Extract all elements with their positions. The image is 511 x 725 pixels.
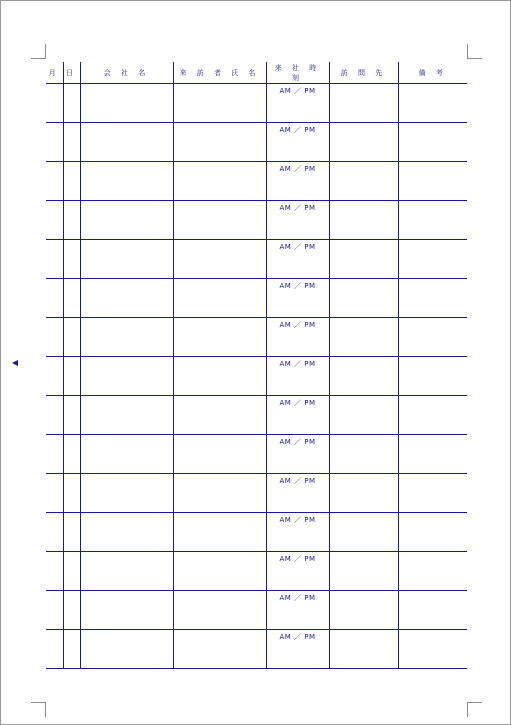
table-row	[46, 123, 467, 162]
remarks-cell	[398, 240, 467, 279]
remarks-cell	[398, 279, 467, 318]
table-row	[46, 513, 467, 552]
visit-to-cell	[329, 357, 398, 396]
visit-to-cell	[329, 162, 398, 201]
visitor-name-cell	[173, 201, 266, 240]
visit-to-cell	[329, 123, 398, 162]
visit-to-cell	[329, 201, 398, 240]
am-pm-label: AM ／ PM	[279, 594, 316, 602]
visit-to-cell	[329, 435, 398, 474]
remarks-cell	[398, 630, 467, 669]
day-cell	[63, 279, 80, 318]
table-row	[46, 162, 467, 201]
visit-to-cell	[329, 318, 398, 357]
remarks-cell	[398, 201, 467, 240]
company-cell	[80, 513, 173, 552]
table-row	[46, 630, 467, 669]
arrival-time-cell	[266, 357, 329, 396]
day-cell	[63, 591, 80, 630]
month-cell	[46, 435, 63, 474]
table-row	[46, 84, 467, 123]
visitor-name-cell	[173, 474, 266, 513]
month-cell	[46, 396, 63, 435]
arrival-time-cell	[266, 123, 329, 162]
month-cell	[46, 123, 63, 162]
visitor-name-cell	[173, 162, 266, 201]
day-cell	[63, 240, 80, 279]
company-cell	[80, 84, 173, 123]
visit-to-cell	[329, 552, 398, 591]
am-pm-label: AM ／ PM	[279, 243, 316, 251]
table-row	[46, 240, 467, 279]
company-cell	[80, 162, 173, 201]
remarks-cell	[398, 396, 467, 435]
visit-to-cell	[329, 513, 398, 552]
am-pm-label: AM ／ PM	[279, 633, 316, 641]
day-cell	[63, 357, 80, 396]
remarks-cell	[398, 357, 467, 396]
table-row	[46, 591, 467, 630]
visit-to-cell	[329, 630, 398, 669]
table-body	[46, 84, 467, 669]
header-arrival-time: 来 社 時 刻	[266, 62, 329, 84]
am-pm-label: AM ／ PM	[279, 399, 316, 407]
company-cell	[80, 474, 173, 513]
am-pm-label: AM ／ PM	[279, 555, 316, 563]
visitor-name-cell	[173, 357, 266, 396]
month-cell	[46, 84, 63, 123]
remarks-cell	[398, 84, 467, 123]
arrival-time-cell	[266, 162, 329, 201]
arrival-time-cell	[266, 591, 329, 630]
am-pm-label: AM ／ PM	[279, 165, 316, 173]
day-cell	[63, 552, 80, 591]
header-visit-to: 訪 問 先	[329, 62, 398, 84]
arrival-time-cell	[266, 474, 329, 513]
visitor-name-cell	[173, 84, 266, 123]
table-header-row	[46, 62, 467, 84]
arrival-time-cell	[266, 84, 329, 123]
visitor-name-cell	[173, 396, 266, 435]
visitor-name-cell	[173, 123, 266, 162]
visit-to-cell	[329, 240, 398, 279]
crop-mark-bottom-right	[467, 702, 482, 717]
arrival-time-cell	[266, 396, 329, 435]
arrival-time-cell	[266, 552, 329, 591]
am-pm-label: AM ／ PM	[279, 87, 316, 95]
month-cell	[46, 357, 63, 396]
arrival-time-cell	[266, 630, 329, 669]
header-remarks: 備 考	[398, 62, 467, 84]
table-row	[46, 279, 467, 318]
crop-mark-bottom-left	[31, 702, 46, 717]
crop-mark-top-right	[467, 44, 482, 59]
day-cell	[63, 318, 80, 357]
day-cell	[63, 435, 80, 474]
company-cell	[80, 318, 173, 357]
page-center-marker-icon	[12, 360, 18, 366]
visitor-name-cell	[173, 552, 266, 591]
day-cell	[63, 201, 80, 240]
company-cell	[80, 630, 173, 669]
company-cell	[80, 201, 173, 240]
header-visitor-name: 来 訪 者 氏 名	[173, 62, 266, 84]
visitor-name-cell	[173, 591, 266, 630]
visitor-name-cell	[173, 240, 266, 279]
am-pm-label: AM ／ PM	[279, 204, 316, 212]
arrival-time-cell	[266, 318, 329, 357]
am-pm-label: AM ／ PM	[279, 477, 316, 485]
month-cell	[46, 474, 63, 513]
remarks-cell	[398, 513, 467, 552]
remarks-cell	[398, 474, 467, 513]
arrival-time-cell	[266, 435, 329, 474]
table-row	[46, 435, 467, 474]
company-cell	[80, 357, 173, 396]
arrival-time-cell	[266, 201, 329, 240]
header-day: 日	[63, 62, 80, 84]
visitor-log-table	[46, 62, 467, 669]
am-pm-label: AM ／ PM	[279, 282, 316, 290]
header-month: 月	[46, 62, 63, 84]
day-cell	[63, 396, 80, 435]
remarks-cell	[398, 162, 467, 201]
visitor-name-cell	[173, 318, 266, 357]
month-cell	[46, 162, 63, 201]
day-cell	[63, 162, 80, 201]
company-cell	[80, 123, 173, 162]
arrival-time-cell	[266, 279, 329, 318]
table-row	[46, 396, 467, 435]
am-pm-label: AM ／ PM	[279, 126, 316, 134]
remarks-cell	[398, 552, 467, 591]
month-cell	[46, 279, 63, 318]
table-row	[46, 318, 467, 357]
am-pm-label: AM ／ PM	[279, 438, 316, 446]
company-cell	[80, 279, 173, 318]
day-cell	[63, 474, 80, 513]
month-cell	[46, 630, 63, 669]
arrival-time-cell	[266, 513, 329, 552]
arrival-time-cell	[266, 240, 329, 279]
table-row	[46, 201, 467, 240]
remarks-cell	[398, 123, 467, 162]
day-cell	[63, 123, 80, 162]
visitor-name-cell	[173, 279, 266, 318]
header-company: 会 社 名	[80, 62, 173, 84]
remarks-cell	[398, 435, 467, 474]
month-cell	[46, 201, 63, 240]
table-row	[46, 474, 467, 513]
remarks-cell	[398, 591, 467, 630]
company-cell	[80, 591, 173, 630]
visitor-name-cell	[173, 513, 266, 552]
company-cell	[80, 396, 173, 435]
day-cell	[63, 513, 80, 552]
company-cell	[80, 435, 173, 474]
month-cell	[46, 591, 63, 630]
company-cell	[80, 552, 173, 591]
month-cell	[46, 513, 63, 552]
company-cell	[80, 240, 173, 279]
day-cell	[63, 84, 80, 123]
visitor-name-cell	[173, 435, 266, 474]
table-row	[46, 357, 467, 396]
day-cell	[63, 630, 80, 669]
visit-to-cell	[329, 84, 398, 123]
visitor-name-cell	[173, 630, 266, 669]
month-cell	[46, 318, 63, 357]
am-pm-label: AM ／ PM	[279, 516, 316, 524]
month-cell	[46, 240, 63, 279]
visit-to-cell	[329, 279, 398, 318]
crop-mark-top-left	[31, 44, 46, 59]
am-pm-label: AM ／ PM	[279, 360, 316, 368]
month-cell	[46, 552, 63, 591]
table-row	[46, 552, 467, 591]
am-pm-label: AM ／ PM	[279, 321, 316, 329]
visit-to-cell	[329, 591, 398, 630]
visit-to-cell	[329, 474, 398, 513]
remarks-cell	[398, 318, 467, 357]
visit-to-cell	[329, 396, 398, 435]
